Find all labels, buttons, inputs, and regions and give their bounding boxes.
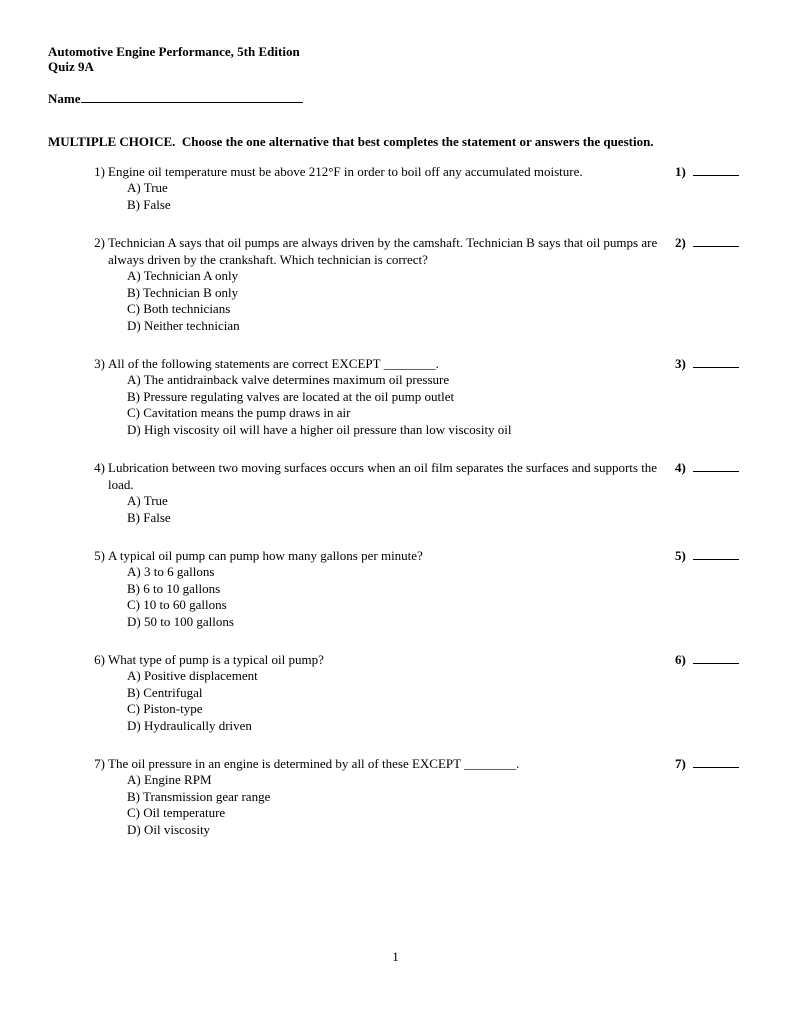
question-body	[90, 355, 675, 438]
question-option: A) Engine RPM	[127, 772, 212, 787]
question-option: A) Technician A only	[127, 268, 239, 283]
question-option: B) Technician B only	[127, 284, 239, 300]
option-list	[127, 493, 661, 526]
page-footer	[0, 948, 791, 965]
question-line	[90, 651, 661, 668]
answer-line	[693, 652, 739, 664]
answer-line	[693, 548, 739, 560]
answer-number: 3)	[675, 356, 686, 371]
answer-blank	[675, 459, 745, 476]
question-body	[90, 459, 675, 526]
question-option: B) Centrifugal	[127, 684, 203, 700]
question	[48, 547, 745, 630]
question-option: A) True	[127, 493, 168, 508]
answer-number: 1)	[675, 164, 686, 179]
question-option: A) 3 to 6 gallons	[127, 564, 215, 579]
question	[48, 163, 745, 213]
answer-line	[693, 164, 739, 176]
question-body	[90, 547, 675, 630]
answer-number: 7)	[675, 756, 686, 771]
answer-blank	[675, 651, 745, 668]
option-list	[127, 772, 661, 838]
question-option: D) High viscosity oil will have a higher oil pressure than low viscosity oil	[127, 421, 512, 437]
question-option: A) The antidrainback valve determines maximum oil pressure	[127, 372, 450, 387]
answer-number: 6)	[675, 652, 686, 667]
question-text: Engine oil temperature must be above 212°F in order to boil off any accumulated moisture.	[108, 164, 583, 179]
option-list	[127, 564, 661, 630]
question-option: D) Oil viscosity	[127, 821, 211, 837]
question-text: All of the following statements are correct EXCEPT ________.	[108, 356, 439, 371]
question-option: C) Both technicians	[127, 301, 231, 316]
answer-line	[693, 756, 739, 768]
answer-number: 4)	[675, 460, 686, 475]
question-body	[90, 234, 675, 334]
question-line	[90, 163, 661, 180]
question-text: The oil pressure in an engine is determined by all of these EXCEPT ________.	[108, 756, 520, 771]
answer-number: 2)	[675, 235, 686, 250]
question-line	[90, 547, 661, 564]
question-option: A) Positive displacement	[127, 668, 258, 683]
option-list	[127, 180, 661, 213]
question-number: 1)	[94, 164, 105, 179]
option-list	[127, 268, 661, 334]
question	[48, 755, 745, 838]
question	[48, 355, 745, 438]
question-option: C) Piston-type	[127, 701, 203, 716]
question-list	[48, 163, 745, 838]
question-body	[90, 651, 675, 734]
question-line	[90, 234, 661, 268]
name-blank-line	[81, 90, 303, 103]
question-option: C) Oil temperature	[127, 805, 226, 820]
question-option: B) False	[127, 196, 171, 212]
question-option: B) Pressure regulating valves are located at the oil pump outlet	[127, 388, 455, 404]
question-body	[90, 163, 675, 213]
question	[48, 234, 745, 334]
question-number: 7)	[94, 756, 105, 771]
question-option: B) False	[127, 509, 171, 525]
question-number: 5)	[94, 548, 105, 563]
question-option: C) 10 to 60 gallons	[127, 597, 227, 612]
question	[48, 651, 745, 734]
question-text: Lubrication between two moving surfaces occurs when an oil film separates the surfaces and supports the load.	[108, 460, 658, 492]
name-label: Name	[48, 91, 81, 106]
question-text: A typical oil pump can pump how many gallons per minute?	[108, 548, 423, 563]
option-list	[127, 668, 661, 734]
question-option: A) True	[127, 180, 168, 195]
question-line	[90, 459, 661, 493]
question-text: What type of pump is a typical oil pump?	[108, 652, 324, 667]
question-option: D) 50 to 100 gallons	[127, 613, 234, 629]
answer-blank	[675, 755, 745, 772]
question-number: 2)	[94, 235, 105, 250]
answer-line	[693, 235, 739, 247]
name-row	[48, 90, 745, 107]
question-line	[90, 755, 661, 772]
answer-number: 5)	[675, 548, 686, 563]
question-option: B) 6 to 10 gallons	[127, 580, 221, 596]
question-option: C) Cavitation means the pump draws in air	[127, 405, 351, 420]
question-number: 4)	[94, 460, 105, 475]
question-text: Technician A says that oil pumps are always driven by the camshaft. Technician B says that oil pumps are always driven by the crankshaft. Which technician is correct?	[108, 235, 658, 267]
question	[48, 459, 745, 526]
answer-blank	[675, 163, 745, 180]
question-line	[90, 355, 661, 372]
answer-line	[693, 460, 739, 472]
question-number: 6)	[94, 652, 105, 667]
question-body	[90, 755, 675, 838]
question-number: 3)	[94, 356, 105, 371]
question-option: D) Hydraulically driven	[127, 717, 252, 733]
document-title: Automotive Engine Performance, 5th Edition	[48, 44, 300, 59]
answer-blank	[675, 547, 745, 564]
page-number: 1	[392, 949, 399, 964]
document-header	[48, 44, 745, 74]
question-option: D) Neither technician	[127, 317, 240, 333]
option-list	[127, 372, 661, 438]
question-option: B) Transmission gear range	[127, 788, 271, 804]
answer-blank	[675, 355, 745, 372]
answer-line	[693, 356, 739, 368]
answer-blank	[675, 234, 745, 251]
document-subtitle: Quiz 9A	[48, 59, 94, 74]
section-instructions: MULTIPLE CHOICE. Choose the one alternative that best completes the statement or answers the question.	[48, 134, 654, 149]
